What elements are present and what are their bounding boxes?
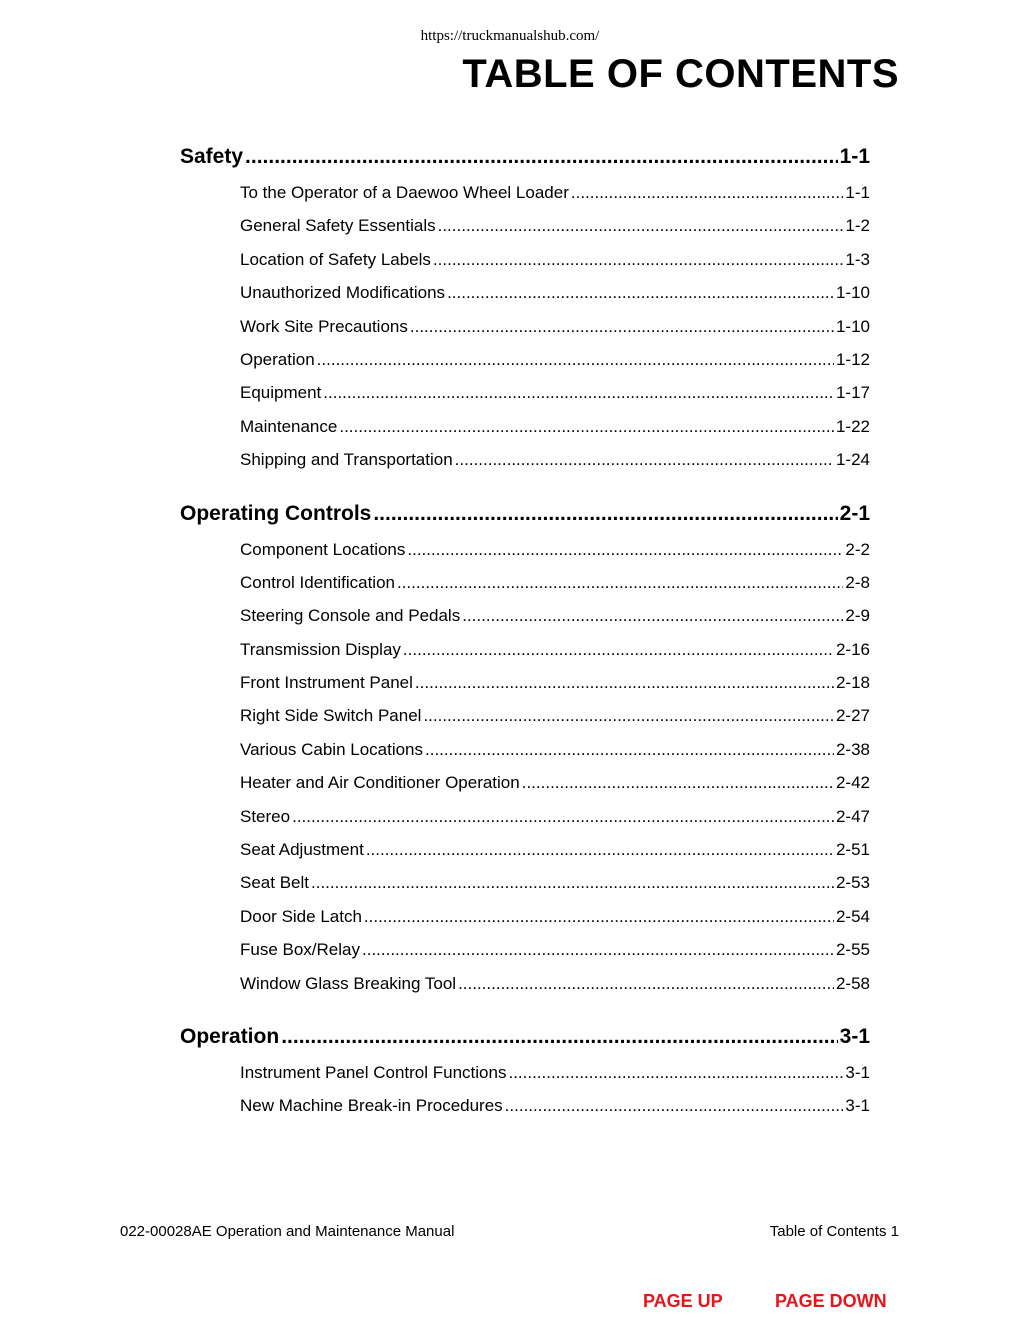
toc-entry-page-number: 2-42 xyxy=(835,773,870,793)
toc-entry-title: Front Instrument Panel xyxy=(240,673,413,693)
toc-section-heading-title: Safety xyxy=(180,145,244,168)
toc-entry[interactable] xyxy=(240,176,870,209)
site-url[interactable]: https://truckmanualshub.com/ xyxy=(420,28,600,44)
dot-leader xyxy=(423,699,834,732)
dot-leader xyxy=(433,243,844,276)
toc-entry-page-number: 2-53 xyxy=(835,873,870,893)
toc-entry-page-number: 2-47 xyxy=(835,806,870,826)
dot-leader xyxy=(407,533,843,566)
toc-entry-title: Fuse Box/Relay xyxy=(240,940,360,960)
toc-section-heading[interactable] xyxy=(180,497,870,531)
toc-entry-page-number: 2-8 xyxy=(845,572,870,592)
toc-entry-title: Equipment xyxy=(240,383,322,403)
dot-leader xyxy=(447,276,834,309)
toc-entry-page-number: 2-51 xyxy=(835,840,870,860)
toc-entry[interactable] xyxy=(240,1089,870,1122)
toc-entry[interactable] xyxy=(240,276,870,309)
toc-entry[interactable] xyxy=(240,443,870,476)
dot-leader xyxy=(366,833,834,866)
toc-section xyxy=(180,497,870,1000)
toc-entry[interactable] xyxy=(240,533,870,566)
toc-section-heading-title: Operating Controls xyxy=(180,501,372,525)
toc-entry-title: Right Side Switch Panel xyxy=(240,706,422,726)
toc-entry-page-number: 2-55 xyxy=(835,940,870,960)
page-down-button[interactable]: PAGE DOWN xyxy=(775,1291,887,1311)
toc-entry-page-number: 1-3 xyxy=(845,249,870,269)
toc-entry-page-number: 3-1 xyxy=(845,1062,870,1082)
toc-entry-page-number: 1-1 xyxy=(845,183,870,202)
toc-entry[interactable] xyxy=(240,666,870,699)
toc-entry-title: Maintenance xyxy=(240,416,338,436)
dot-leader xyxy=(508,1056,843,1089)
page-title: TABLE OF CONTENTS xyxy=(462,52,899,96)
toc-entry-title: Transmission Display xyxy=(240,639,401,659)
dot-leader xyxy=(403,633,834,666)
footer-manual-id: 022-00028AE Operation and Maintenance Manual xyxy=(120,1223,455,1240)
toc-entry[interactable] xyxy=(240,699,870,732)
toc-entry-title: Window Glass Breaking Tool xyxy=(240,973,457,993)
dot-leader xyxy=(364,900,834,933)
toc-entry-title: Door Side Latch xyxy=(240,906,362,926)
dot-leader xyxy=(292,800,834,833)
toc-entry-page-number: 1-10 xyxy=(835,283,870,303)
toc-entry[interactable] xyxy=(240,800,870,833)
toc-entry-title: General Safety Essentials xyxy=(240,216,436,236)
table-of-contents xyxy=(180,140,870,1143)
toc-entry-page-number: 2-16 xyxy=(835,639,870,659)
toc-entry[interactable] xyxy=(240,866,870,899)
toc-entry-title: Stereo xyxy=(240,806,291,826)
toc-entry-title: Operation xyxy=(240,349,315,369)
toc-entry[interactable] xyxy=(240,900,870,933)
toc-entry-title: Seat Adjustment xyxy=(240,840,364,860)
dot-leader xyxy=(410,310,834,343)
toc-section-heading-title: Operation xyxy=(180,1024,280,1048)
toc-entry-page-number: 2-18 xyxy=(835,673,870,693)
toc-entry-title: To the Operator of a Daewoo Wheel Loader xyxy=(240,183,569,202)
toc-section-heading[interactable] xyxy=(180,140,870,174)
toc-entry-page-number: 1-22 xyxy=(835,416,870,436)
dot-leader xyxy=(571,176,844,209)
toc-entry-title: Shipping and Transportation xyxy=(240,450,453,470)
dot-leader xyxy=(397,566,843,599)
page-up-button[interactable]: PAGE UP xyxy=(643,1291,723,1311)
toc-entry-title: Heater and Air Conditioner Operation xyxy=(240,773,520,793)
toc-entry[interactable] xyxy=(240,766,870,799)
toc-entry[interactable] xyxy=(240,599,870,632)
toc-entry[interactable] xyxy=(240,633,870,666)
toc-entry-title: Unauthorized Modifications xyxy=(240,283,446,303)
toc-entry[interactable] xyxy=(240,833,870,866)
toc-entry-page-number: 2-58 xyxy=(835,973,870,993)
dot-leader xyxy=(505,1089,844,1122)
toc-section-heading-page-number: 3-1 xyxy=(839,1024,870,1048)
dot-leader xyxy=(455,443,834,476)
toc-entry-title: Work Site Precautions xyxy=(240,316,408,336)
toc-entry-page-number: 2-9 xyxy=(845,606,870,626)
toc-section-heading-page-number: 2-1 xyxy=(839,501,870,525)
toc-entry[interactable] xyxy=(240,343,870,376)
toc-entry[interactable] xyxy=(240,376,870,409)
toc-entry[interactable] xyxy=(240,209,870,242)
toc-entry-page-number: 2-27 xyxy=(835,706,870,726)
dot-leader xyxy=(425,733,834,766)
toc-entry-page-number: 3-1 xyxy=(845,1096,870,1116)
toc-section xyxy=(180,140,870,477)
toc-entry[interactable] xyxy=(240,566,870,599)
toc-entry-title: Location of Safety Labels xyxy=(240,249,431,269)
toc-section-heading[interactable] xyxy=(180,1020,870,1054)
toc-entry-page-number: 1-12 xyxy=(835,349,870,369)
dot-leader xyxy=(311,866,834,899)
toc-entry-page-number: 1-24 xyxy=(835,450,870,470)
dot-leader xyxy=(362,933,834,966)
toc-entry-title: New Machine Break-in Procedures xyxy=(240,1096,503,1116)
toc-entry-title: Various Cabin Locations xyxy=(240,739,424,759)
toc-entry-title: Instrument Panel Control Functions xyxy=(240,1062,507,1082)
footer-page-label: Table of Contents 1 xyxy=(769,1223,899,1240)
dot-leader xyxy=(323,376,834,409)
dot-leader xyxy=(339,410,834,443)
dot-leader xyxy=(281,1020,837,1054)
toc-entry[interactable] xyxy=(240,410,870,443)
toc-entry-title: Control Identification xyxy=(240,572,395,592)
dot-leader xyxy=(438,209,844,242)
dot-leader xyxy=(462,599,843,632)
toc-entry[interactable] xyxy=(240,933,870,966)
toc-entry-title: Steering Console and Pedals xyxy=(240,606,461,626)
toc-entry-page-number: 2-2 xyxy=(845,539,870,559)
toc-entry[interactable] xyxy=(240,1056,870,1089)
dot-leader xyxy=(415,666,834,699)
toc-entry-title: Component Locations xyxy=(240,539,406,559)
toc-entry[interactable] xyxy=(240,733,870,766)
toc-entry-page-number: 1-17 xyxy=(835,383,870,403)
dot-leader xyxy=(522,766,834,799)
dot-leader xyxy=(245,140,838,174)
toc-entry-page-number: 2-54 xyxy=(835,906,870,926)
toc-section-heading-page-number: 1-1 xyxy=(839,145,870,168)
toc-entry[interactable] xyxy=(240,310,870,343)
dot-leader xyxy=(317,343,834,376)
toc-entry-page-number: 1-10 xyxy=(835,316,870,336)
toc-entry-title: Seat Belt xyxy=(240,873,309,893)
toc-entry[interactable] xyxy=(240,243,870,276)
dot-leader xyxy=(458,967,834,1000)
toc-section xyxy=(180,1020,870,1123)
toc-entry[interactable] xyxy=(240,967,870,1000)
toc-entry-page-number: 1-2 xyxy=(845,216,870,236)
toc-entry-page-number: 2-38 xyxy=(835,739,870,759)
dot-leader xyxy=(373,497,837,531)
